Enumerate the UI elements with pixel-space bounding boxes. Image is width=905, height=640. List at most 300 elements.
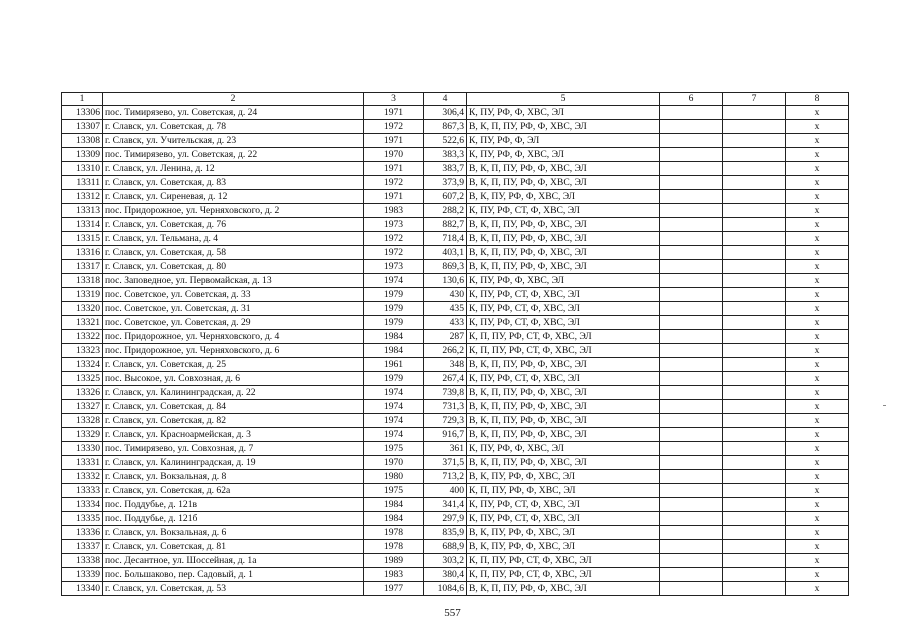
cell-utilities: К, ПУ, РФ, Ф, ХВС, ЭЛ	[467, 148, 660, 162]
cell-col-8-mark: x	[786, 120, 849, 134]
cell-col-6	[660, 484, 723, 498]
cell-col-7	[723, 442, 786, 456]
header-col-7: 7	[723, 93, 786, 106]
cell-area: 288,2	[424, 204, 467, 218]
cell-address: пос. Придорожное, ул. Черняховского, д. 6	[103, 344, 364, 358]
cell-col-7	[723, 554, 786, 568]
cell-utilities: В, К, П, ПУ, РФ, Ф, ХВС, ЭЛ	[467, 260, 660, 274]
cell-col-8-mark: x	[786, 372, 849, 386]
cell-col-7	[723, 176, 786, 190]
cell-utilities: К, П, ПУ, РФ, СТ, Ф, ХВС, ЭЛ	[467, 330, 660, 344]
cell-utilities: В, К, ПУ, РФ, Ф, ХВС, ЭЛ	[467, 470, 660, 484]
cell-record-number: 13321	[62, 316, 103, 330]
cell-address: г. Славск, ул. Советская, д. 58	[103, 246, 364, 260]
cell-area: 718,4	[424, 232, 467, 246]
cell-area: 383,7	[424, 162, 467, 176]
cell-record-number: 13329	[62, 428, 103, 442]
header-col-3: 3	[364, 93, 424, 106]
cell-record-number: 13314	[62, 218, 103, 232]
cell-year-built: 1972	[364, 176, 424, 190]
cell-utilities: В, К, ПУ, РФ, Ф, ХВС, ЭЛ	[467, 526, 660, 540]
cell-address: пос. Высокое, ул. Совхозная, д. 6	[103, 372, 364, 386]
table-body	[62, 93, 849, 596]
cell-col-6	[660, 526, 723, 540]
cell-area: 433	[424, 316, 467, 330]
cell-address: пос. Придорожное, ул. Черняховского, д. 2	[103, 204, 364, 218]
cell-col-8-mark: x	[786, 302, 849, 316]
cell-year-built: 1979	[364, 372, 424, 386]
cell-col-6	[660, 540, 723, 554]
cell-col-6	[660, 190, 723, 204]
cell-col-8-mark: x	[786, 484, 849, 498]
cell-col-8-mark: x	[786, 232, 849, 246]
cell-col-7	[723, 288, 786, 302]
cell-col-8-mark: x	[786, 386, 849, 400]
cell-area: 867,3	[424, 120, 467, 134]
cell-area: 729,3	[424, 414, 467, 428]
table-row	[62, 106, 849, 120]
cell-col-7	[723, 470, 786, 484]
cell-record-number: 13336	[62, 526, 103, 540]
cell-record-number: 13326	[62, 386, 103, 400]
cell-col-7	[723, 358, 786, 372]
table-row	[62, 568, 849, 582]
cell-address: г. Славск, ул. Калининградская, д. 19	[103, 456, 364, 470]
cell-col-8-mark: x	[786, 414, 849, 428]
cell-record-number: 13325	[62, 372, 103, 386]
cell-address: г. Славск, ул. Советская, д. 76	[103, 218, 364, 232]
cell-record-number: 13307	[62, 120, 103, 134]
cell-col-6	[660, 232, 723, 246]
cell-area: 731,3	[424, 400, 467, 414]
cell-utilities: В, К, П, ПУ, РФ, Ф, ХВС, ЭЛ	[467, 246, 660, 260]
cell-col-8-mark: x	[786, 358, 849, 372]
cell-address: г. Славск, ул. Советская, д. 62а	[103, 484, 364, 498]
table-row	[62, 554, 849, 568]
cell-area: 341,4	[424, 498, 467, 512]
cell-address: г. Славск, ул. Красноармейская, д. 3	[103, 428, 364, 442]
header-col-8: 8	[786, 93, 849, 106]
cell-record-number: 13316	[62, 246, 103, 260]
cell-col-8-mark: x	[786, 470, 849, 484]
cell-col-8-mark: x	[786, 400, 849, 414]
table-row	[62, 232, 849, 246]
cell-record-number: 13340	[62, 582, 103, 596]
table-row	[62, 540, 849, 554]
cell-address: пос. Советское, ул. Советская, д. 31	[103, 302, 364, 316]
cell-address: г. Славск, ул. Вокзальная, д. 8	[103, 470, 364, 484]
cell-col-8-mark: x	[786, 568, 849, 582]
cell-col-6	[660, 554, 723, 568]
table-row	[62, 162, 849, 176]
cell-col-8-mark: x	[786, 176, 849, 190]
cell-area: 297,9	[424, 512, 467, 526]
cell-record-number: 13315	[62, 232, 103, 246]
table-row	[62, 414, 849, 428]
cell-col-6	[660, 358, 723, 372]
cell-year-built: 1974	[364, 428, 424, 442]
cell-col-8-mark: x	[786, 456, 849, 470]
cell-record-number: 13306	[62, 106, 103, 120]
housing-registry-table	[61, 92, 849, 596]
header-col-2: 2	[103, 93, 364, 106]
cell-area: 916,7	[424, 428, 467, 442]
cell-col-6	[660, 386, 723, 400]
header-col-1: 1	[62, 93, 103, 106]
cell-utilities: К, ПУ, РФ, СТ, Ф, ХВС, ЭЛ	[467, 204, 660, 218]
cell-area: 869,3	[424, 260, 467, 274]
table-row	[62, 358, 849, 372]
cell-col-8-mark: x	[786, 274, 849, 288]
table-row	[62, 498, 849, 512]
cell-address: пос. Десантное, ул. Шоссейная, д. 1а	[103, 554, 364, 568]
cell-area: 361	[424, 442, 467, 456]
cell-address: г. Славск, ул. Калининградская, д. 22	[103, 386, 364, 400]
cell-utilities: В, К, П, ПУ, РФ, Ф, ХВС, ЭЛ	[467, 218, 660, 232]
cell-col-8-mark: x	[786, 204, 849, 218]
table-row	[62, 302, 849, 316]
cell-area: 371,5	[424, 456, 467, 470]
table-row	[62, 120, 849, 134]
cell-utilities: В, К, П, ПУ, РФ, Ф, ХВС, ЭЛ	[467, 176, 660, 190]
cell-col-8-mark: x	[786, 442, 849, 456]
cell-utilities: В, К, П, ПУ, РФ, Ф, ХВС, ЭЛ	[467, 582, 660, 596]
cell-col-8-mark: x	[786, 498, 849, 512]
cell-area: 287	[424, 330, 467, 344]
cell-col-7	[723, 512, 786, 526]
cell-address: пос. Поддубье, д. 121в	[103, 498, 364, 512]
cell-year-built: 1977	[364, 582, 424, 596]
cell-col-6	[660, 204, 723, 218]
cell-year-built: 1961	[364, 358, 424, 372]
cell-col-7	[723, 428, 786, 442]
cell-record-number: 13335	[62, 512, 103, 526]
cell-year-built: 1984	[364, 344, 424, 358]
cell-col-8-mark: x	[786, 316, 849, 330]
cell-record-number: 13323	[62, 344, 103, 358]
cell-utilities: В, К, П, ПУ, РФ, Ф, ХВС, ЭЛ	[467, 386, 660, 400]
header-col-5: 5	[467, 93, 660, 106]
cell-area: 1084,6	[424, 582, 467, 596]
table-row	[62, 456, 849, 470]
cell-col-8-mark: x	[786, 512, 849, 526]
cell-col-6	[660, 162, 723, 176]
cell-utilities: К, П, ПУ, РФ, СТ, Ф, ХВС, ЭЛ	[467, 568, 660, 582]
cell-col-7	[723, 190, 786, 204]
cell-year-built: 1974	[364, 414, 424, 428]
table-row	[62, 204, 849, 218]
cell-utilities: В, К, П, ПУ, РФ, Ф, ХВС, ЭЛ	[467, 120, 660, 134]
cell-col-7	[723, 386, 786, 400]
cell-year-built: 1971	[364, 134, 424, 148]
cell-year-built: 1979	[364, 288, 424, 302]
cell-record-number: 13320	[62, 302, 103, 316]
cell-col-6	[660, 218, 723, 232]
cell-col-8-mark: x	[786, 134, 849, 148]
cell-col-8-mark: x	[786, 288, 849, 302]
cell-area: 380,4	[424, 568, 467, 582]
cell-year-built: 1978	[364, 526, 424, 540]
cell-address: пос. Тимирязево, ул. Советская, д. 22	[103, 148, 364, 162]
cell-col-8-mark: x	[786, 526, 849, 540]
table-row	[62, 288, 849, 302]
cell-col-8-mark: x	[786, 428, 849, 442]
cell-year-built: 1970	[364, 148, 424, 162]
cell-col-7	[723, 540, 786, 554]
cell-address: г. Славск, ул. Советская, д. 78	[103, 120, 364, 134]
cell-col-7	[723, 302, 786, 316]
cell-utilities: К, ПУ, РФ, СТ, Ф, ХВС, ЭЛ	[467, 288, 660, 302]
cell-utilities: К, ПУ, РФ, СТ, Ф, ХВС, ЭЛ	[467, 302, 660, 316]
cell-col-7	[723, 162, 786, 176]
cell-record-number: 13327	[62, 400, 103, 414]
cell-utilities: К, ПУ, РФ, Ф, ХВС, ЭЛ	[467, 106, 660, 120]
cell-col-8-mark: x	[786, 246, 849, 260]
cell-address: г. Славск, ул. Ленина, д. 12	[103, 162, 364, 176]
cell-utilities: В, К, ПУ, РФ, Ф, ХВС, ЭЛ	[467, 540, 660, 554]
cell-area: 522,6	[424, 134, 467, 148]
table-row	[62, 442, 849, 456]
cell-year-built: 1971	[364, 190, 424, 204]
cell-col-6	[660, 428, 723, 442]
table-row	[62, 582, 849, 596]
cell-col-6	[660, 134, 723, 148]
cell-col-8-mark: x	[786, 162, 849, 176]
cell-utilities: К, ПУ, РФ, Ф, ЭЛ	[467, 134, 660, 148]
cell-address: г. Славск, ул. Советская, д. 83	[103, 176, 364, 190]
cell-address: г. Славск, ул. Тельмана, д. 4	[103, 232, 364, 246]
cell-col-7	[723, 372, 786, 386]
cell-record-number: 13330	[62, 442, 103, 456]
cell-col-6	[660, 316, 723, 330]
cell-utilities: В, К, ПУ, РФ, Ф, ХВС, ЭЛ	[467, 190, 660, 204]
cell-address: пос. Большаково, пер. Садовый, д. 1	[103, 568, 364, 582]
cell-col-6	[660, 288, 723, 302]
cell-address: пос. Тимирязево, ул. Советская, д. 24	[103, 106, 364, 120]
cell-year-built: 1972	[364, 232, 424, 246]
scan-margin-mark	[883, 405, 886, 406]
table-row	[62, 316, 849, 330]
table-row	[62, 330, 849, 344]
cell-utilities: К, ПУ, РФ, СТ, Ф, ХВС, ЭЛ	[467, 372, 660, 386]
cell-col-6	[660, 344, 723, 358]
cell-record-number: 13317	[62, 260, 103, 274]
cell-col-8-mark: x	[786, 260, 849, 274]
cell-record-number: 13310	[62, 162, 103, 176]
table-row	[62, 260, 849, 274]
cell-utilities: В, К, П, ПУ, РФ, Ф, ХВС, ЭЛ	[467, 428, 660, 442]
cell-year-built: 1979	[364, 302, 424, 316]
cell-record-number: 13324	[62, 358, 103, 372]
cell-area: 713,2	[424, 470, 467, 484]
cell-col-6	[660, 456, 723, 470]
cell-utilities: В, К, П, ПУ, РФ, Ф, ХВС, ЭЛ	[467, 232, 660, 246]
cell-year-built: 1972	[364, 120, 424, 134]
cell-col-6	[660, 372, 723, 386]
cell-utilities: К, ПУ, РФ, СТ, Ф, ХВС, ЭЛ	[467, 498, 660, 512]
cell-year-built: 1974	[364, 274, 424, 288]
cell-area: 303,2	[424, 554, 467, 568]
cell-utilities: К, П, ПУ, РФ, Ф, ХВС, ЭЛ	[467, 484, 660, 498]
cell-address: пос. Придорожное, ул. Черняховского, д. 4	[103, 330, 364, 344]
cell-col-6	[660, 274, 723, 288]
cell-address: г. Славск, ул. Советская, д. 84	[103, 400, 364, 414]
cell-year-built: 1972	[364, 246, 424, 260]
cell-record-number: 13328	[62, 414, 103, 428]
table-row	[62, 344, 849, 358]
cell-col-6	[660, 498, 723, 512]
cell-record-number: 13333	[62, 484, 103, 498]
cell-col-6	[660, 330, 723, 344]
cell-area: 435	[424, 302, 467, 316]
table-row	[62, 218, 849, 232]
cell-utilities: К, ПУ, РФ, Ф, ХВС, ЭЛ	[467, 442, 660, 456]
cell-record-number: 13313	[62, 204, 103, 218]
header-col-6: 6	[660, 93, 723, 106]
table-row	[62, 470, 849, 484]
cell-col-7	[723, 330, 786, 344]
cell-address: пос. Поддубье, д. 121б	[103, 512, 364, 526]
cell-col-7	[723, 204, 786, 218]
cell-address: г. Славск, ул. Советская, д. 80	[103, 260, 364, 274]
cell-record-number: 13308	[62, 134, 103, 148]
cell-record-number: 13334	[62, 498, 103, 512]
cell-address: пос. Советское, ул. Советская, д. 29	[103, 316, 364, 330]
cell-col-7	[723, 274, 786, 288]
cell-address: г. Славск, ул. Советская, д. 25	[103, 358, 364, 372]
cell-col-8-mark: x	[786, 106, 849, 120]
cell-year-built: 1971	[364, 106, 424, 120]
cell-year-built: 1974	[364, 386, 424, 400]
cell-year-built: 1983	[364, 568, 424, 582]
cell-year-built: 1978	[364, 540, 424, 554]
cell-address: пос. Тимирязево, ул. Совхозная, д. 7	[103, 442, 364, 456]
cell-year-built: 1983	[364, 204, 424, 218]
cell-col-6	[660, 302, 723, 316]
cell-utilities: В, К, П, ПУ, РФ, Ф, ХВС, ЭЛ	[467, 456, 660, 470]
cell-year-built: 1974	[364, 400, 424, 414]
cell-address: пос. Заповедное, ул. Первомайская, д. 13	[103, 274, 364, 288]
cell-area: 882,7	[424, 218, 467, 232]
cell-area: 607,2	[424, 190, 467, 204]
cell-col-7	[723, 526, 786, 540]
cell-col-7	[723, 456, 786, 470]
cell-area: 430	[424, 288, 467, 302]
cell-col-7	[723, 568, 786, 582]
cell-col-8-mark: x	[786, 554, 849, 568]
cell-col-7	[723, 120, 786, 134]
cell-col-7	[723, 106, 786, 120]
cell-col-7	[723, 498, 786, 512]
header-col-4: 4	[424, 93, 467, 106]
cell-record-number: 13311	[62, 176, 103, 190]
cell-col-7	[723, 246, 786, 260]
cell-year-built: 1984	[364, 498, 424, 512]
table-header-row	[62, 93, 849, 106]
cell-col-7	[723, 232, 786, 246]
cell-year-built: 1975	[364, 484, 424, 498]
cell-col-6	[660, 246, 723, 260]
cell-year-built: 1989	[364, 554, 424, 568]
cell-col-6	[660, 120, 723, 134]
cell-col-7	[723, 148, 786, 162]
cell-area: 266,2	[424, 344, 467, 358]
cell-utilities: В, К, П, ПУ, РФ, Ф, ХВС, ЭЛ	[467, 400, 660, 414]
cell-year-built: 1973	[364, 218, 424, 232]
cell-record-number: 13337	[62, 540, 103, 554]
cell-col-7	[723, 344, 786, 358]
cell-col-7	[723, 260, 786, 274]
cell-col-7	[723, 484, 786, 498]
table-row	[62, 148, 849, 162]
cell-year-built: 1970	[364, 456, 424, 470]
cell-utilities: К, ПУ, РФ, СТ, Ф, ХВС, ЭЛ	[467, 512, 660, 526]
cell-utilities: В, К, П, ПУ, РФ, Ф, ХВС, ЭЛ	[467, 414, 660, 428]
cell-utilities: В, К, П, ПУ, РФ, Ф, ХВС, ЭЛ	[467, 358, 660, 372]
cell-area: 267,4	[424, 372, 467, 386]
table-row	[62, 372, 849, 386]
cell-area: 835,9	[424, 526, 467, 540]
cell-col-8-mark: x	[786, 190, 849, 204]
cell-col-6	[660, 568, 723, 582]
cell-year-built: 1971	[364, 162, 424, 176]
cell-col-6	[660, 582, 723, 596]
page-number: 557	[444, 607, 461, 619]
cell-record-number: 13312	[62, 190, 103, 204]
cell-col-6	[660, 442, 723, 456]
cell-col-6	[660, 512, 723, 526]
table-row	[62, 190, 849, 204]
cell-area: 130,6	[424, 274, 467, 288]
cell-col-8-mark: x	[786, 148, 849, 162]
cell-col-6	[660, 148, 723, 162]
table-row	[62, 176, 849, 190]
cell-col-7	[723, 582, 786, 596]
cell-address: пос. Советское, ул. Советская, д. 33	[103, 288, 364, 302]
cell-col-7	[723, 134, 786, 148]
cell-col-6	[660, 470, 723, 484]
cell-col-6	[660, 260, 723, 274]
cell-col-7	[723, 414, 786, 428]
cell-area: 688,9	[424, 540, 467, 554]
cell-record-number: 13322	[62, 330, 103, 344]
cell-record-number: 13332	[62, 470, 103, 484]
table-row	[62, 400, 849, 414]
cell-utilities: К, П, ПУ, РФ, СТ, Ф, ХВС, ЭЛ	[467, 344, 660, 358]
cell-area: 383,3	[424, 148, 467, 162]
cell-area: 403,1	[424, 246, 467, 260]
cell-record-number: 13318	[62, 274, 103, 288]
cell-year-built: 1979	[364, 316, 424, 330]
cell-col-7	[723, 400, 786, 414]
cell-record-number: 13319	[62, 288, 103, 302]
cell-utilities: К, ПУ, РФ, Ф, ХВС, ЭЛ	[467, 274, 660, 288]
cell-area: 348	[424, 358, 467, 372]
table-row	[62, 386, 849, 400]
table-row	[62, 428, 849, 442]
table-row	[62, 134, 849, 148]
cell-col-8-mark: x	[786, 330, 849, 344]
cell-address: г. Славск, ул. Учительская, д. 23	[103, 134, 364, 148]
table-row	[62, 512, 849, 526]
cell-address: г. Славск, ул. Советская, д. 81	[103, 540, 364, 554]
cell-col-8-mark: x	[786, 218, 849, 232]
cell-year-built: 1973	[364, 260, 424, 274]
cell-col-6	[660, 176, 723, 190]
cell-utilities: К, ПУ, РФ, СТ, Ф, ХВС, ЭЛ	[467, 316, 660, 330]
cell-utilities: В, К, П, ПУ, РФ, Ф, ХВС, ЭЛ	[467, 162, 660, 176]
cell-col-8-mark: x	[786, 582, 849, 596]
